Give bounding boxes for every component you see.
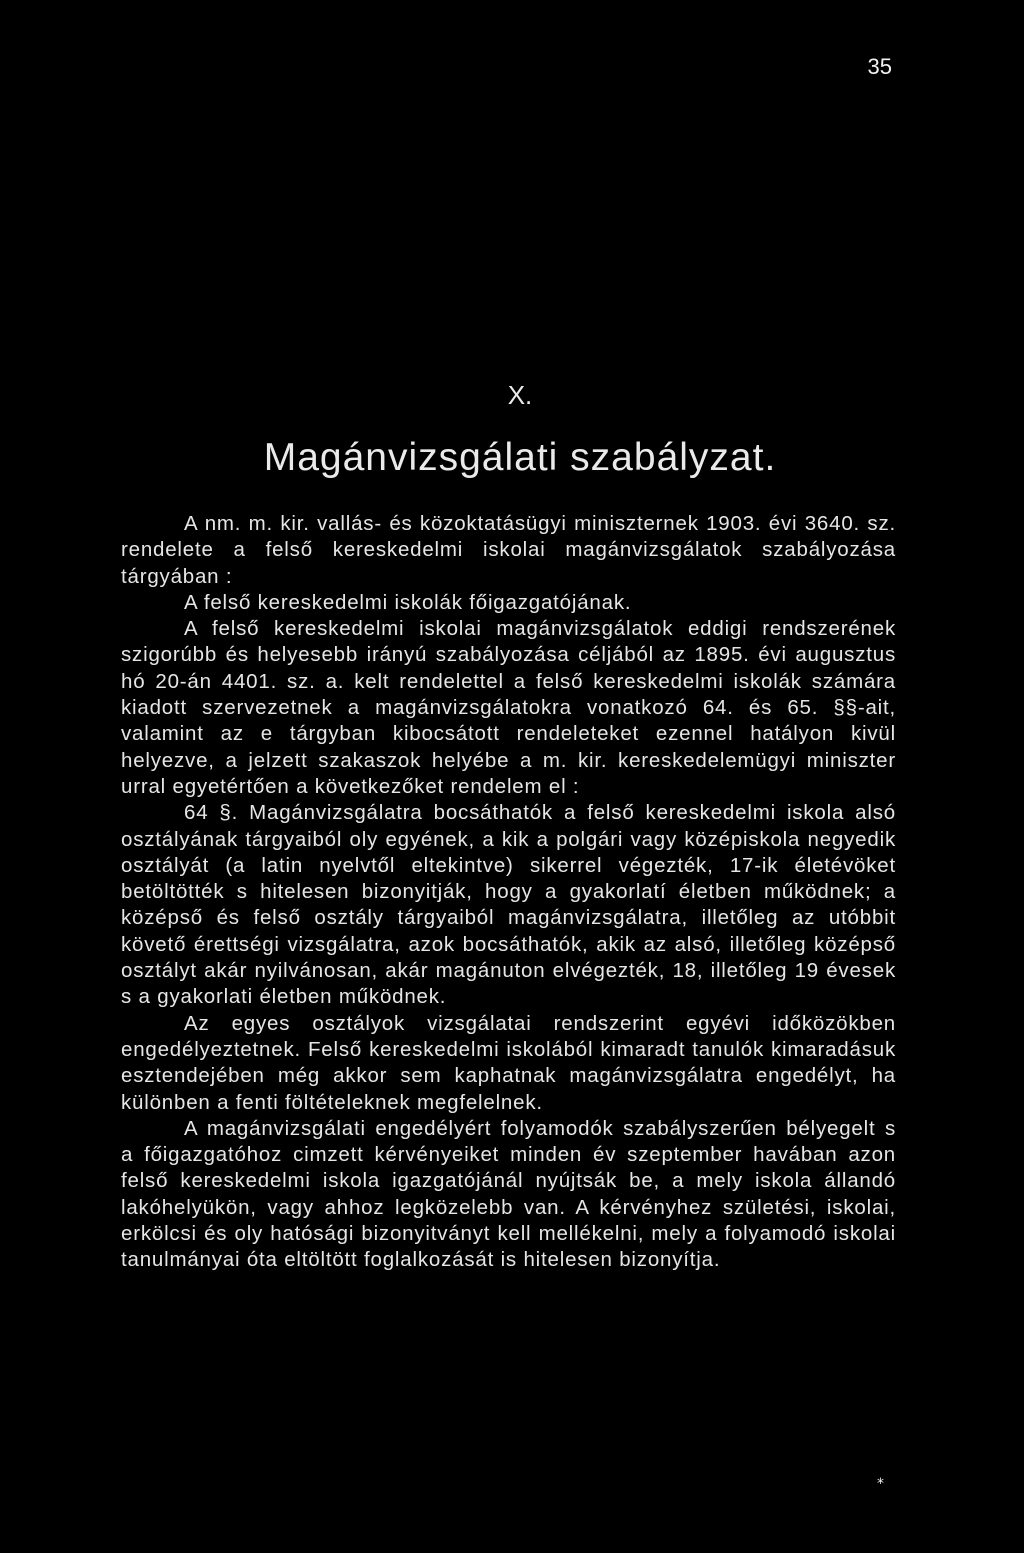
page-title: Magánvizsgálati szabályzat. (263, 436, 777, 479)
paragraph-section-64: 64 §. Magánvizsgálatra bocsáthatók a felső kereskedelmi iskola alsó osztályának tárgyaiból oly egyének, a kik a polgári vagy középiskola negyedik osztályát (a latin nyelvtől eltekintve) sikerrel végezték, 17-ik életévöket betöltötték s hitelesen bizonyitják, hogy a gyakorlatí életben működnek; a középső és felső osztály tárgyaiból magánvizsgálatra, illetőleg az utóbbit követő érettségi vizsgálatra, azok bocsáthatók, akik az alsó, illetőleg középső osztályt akár nyilvánosan, akár magánuton elvégezték, 18, illetőleg 19 évesek s a gyakorlati életben működnek. (121, 801, 896, 1009)
body-text (121, 511, 896, 1274)
paragraph-addressee: A felső kereskedelmi iskolák főigazgatójának. (184, 590, 632, 614)
footnote-mark: * (877, 1476, 884, 1492)
paragraph-decree: A felső kereskedelmi iskolai magánvizsgálatok eddigi rendszerének szigorúbb és helyesebb irányú szabályozása céljából az 1895. évi augusztus hó 20-án 4401. sz. a. kelt rendelettel a felső kereskedelmi iskolák számára kiadott szervezetnek a magánvizsgálatokra vonatkozó 64. és 65. §§-ait, valamint az e tárgyban kibocsátott rendeleteket ezennel hatályon kivül helyezve, a jelzett szakaszok helyébe a m. kir. kereskedelemügyi miniszter urral egyetértően a következőket rendelem el : (121, 617, 896, 798)
paragraph-intervals: Az egyes osztályok vizsgálatai rendszerint egyévi időközökben engedélyeztetnek. Felső kereskedelmi iskolából kimaradt tanulók kimaradásuk esztendejében még akkor sem kaphatnak magánvizsgálatra engedélyt, ha különben a fenti föltételeknek megfelelnek. (121, 1011, 896, 1114)
chapter-number: X. (507, 380, 533, 410)
page-number: 35 (867, 54, 892, 79)
paragraph-application: A magánvizsgálati engedélyért folyamodók szabályszerűen bélyegelt s a főigazgatóhoz cimzett kérvényeiket minden év szeptember havában azon felső kereskedelmi iskola igazgatójánál nyújtsák be, a mely iskola állandó lakóhelyükön, vagy ahhoz legközelebb van. A kérvényhez születési, iskolai, erkölcsi és oly hatósági bizonyitványt kell mellékelni, mely a folyamodó iskolai tanulmányai óta eltöltött foglalkozását is hitelesen bizonyítja. (121, 1116, 896, 1272)
paragraph-intro: A nm. m. kir. vallás- és közoktatásügyi miniszternek 1903. évi 3640. sz. rendelete a felső kereskedelmi iskolai magánvizsgálatok szabályozása tárgyában : (121, 512, 896, 588)
